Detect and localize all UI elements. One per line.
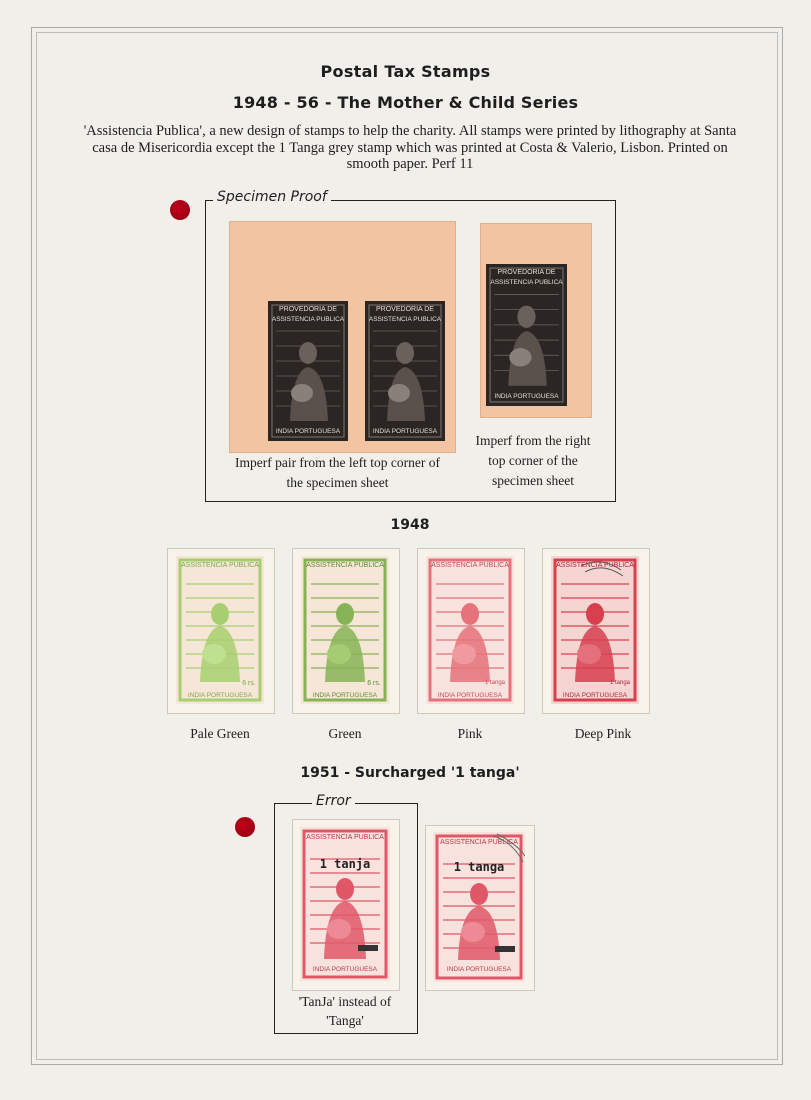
stamp-1951-error[interactable] — [300, 827, 390, 981]
stamp-1948-pale-green-top: ASSISTENCIA PUBLICA — [181, 562, 259, 569]
stamp-1948-green-value: 6 rs. — [367, 680, 381, 687]
specimen-caption-right: Imperf from the right top corner of the specimen sheet — [475, 433, 591, 488]
stamp-1948-green-bottom: INDIA PORTUGUESA — [312, 692, 378, 699]
stamp-1948-deep-pink-top: ASSISTENCIA PUBLICA — [556, 562, 634, 569]
specimen-stamp-right-top: PROVEDORIA DE — [376, 306, 434, 313]
caption-green: Green — [328, 726, 362, 741]
specimen-stamp-left-bottom: INDIA PORTUGUESA — [275, 428, 341, 435]
error-caption: 'TanJa' instead of 'Tanga' — [298, 994, 392, 1028]
specimen-stamp-left-top: PROVEDORIA DE — [279, 306, 337, 313]
stamp-1951-error-overprint: 1 tanja — [319, 857, 371, 871]
specimen-stamp-single-bottom: INDIA PORTUGUESA — [494, 393, 559, 400]
stamp-1951-error-bottom: INDIA PORTUGUESA — [312, 966, 378, 973]
stamp-1948-deep-pink-bottom: INDIA PORTUGUESA — [562, 692, 628, 699]
heading-1948: 1948 — [390, 517, 430, 533]
stamp-1948-green-top: ASSISTENCIA PUBLICA — [306, 562, 384, 569]
error-legend: Error — [312, 793, 355, 809]
stamp-1951-normal-bottom: INDIA PORTUGUESA — [446, 966, 512, 973]
stamp-1948-pale-green-bottom: INDIA PORTUGUESA — [187, 692, 253, 699]
caption-deep-pink: Deep Pink — [574, 726, 632, 741]
specimen-stamp-left-mid: ASSISTENCIA PUBLICA — [271, 316, 345, 323]
specimen-legend: Specimen Proof — [213, 189, 331, 205]
page-title: Postal Tax Stamps — [320, 62, 491, 81]
heading-1951-surcharged: 1951 - Surcharged '1 tanga' — [300, 765, 520, 781]
stamp-1948-pale-green-value: 6 rs. — [242, 680, 256, 687]
specimen-stamp-single-mid: ASSISTENCIA PUBLICA — [490, 279, 563, 286]
stamp-1948-pink-value: 1 tanga — [484, 680, 506, 686]
caption-pink: Pink — [457, 726, 483, 741]
red-dot-marker-error — [235, 817, 255, 837]
stamp-1951-normal-overprint: 1 tanga — [453, 860, 505, 874]
stamp-1948-deep-pink-value: 1 tanga — [609, 680, 631, 686]
page-subtitle: 1948 - 56 - The Mother & Child Series — [232, 93, 579, 112]
page-intro: 'Assistencia Publica', a new design of stamps to help the charity. All stamps were printed by lithography at Santa casa de Misericordia except the 1 Tanga grey stamp which was printed at Costa & Valerio, Lisbon. Printed on smooth paper. Perf 11 — [83, 123, 737, 172]
stamp-1951-normal[interactable] — [433, 832, 525, 982]
specimen-caption-left: Imperf pair from the left top corner of the specimen sheet — [234, 455, 441, 490]
caption-pale-green: Pale Green — [190, 726, 250, 741]
stamp-1951-error-top: ASSISTENCIA PUBLICA — [306, 834, 384, 841]
specimen-stamp-right-mid: ASSISTENCIA PUBLICA — [368, 316, 442, 323]
stamp-1948-pink-top: ASSISTENCIA PUBLICA — [431, 562, 509, 569]
stamp-1951-normal-top: ASSISTENCIA PUBLICA — [440, 839, 518, 846]
specimen-stamp-single-top: PROVEDORIA DE — [497, 269, 556, 276]
specimen-stamp-right-bottom: INDIA PORTUGUESA — [372, 428, 438, 435]
stamp-1948-pink-bottom: INDIA PORTUGUESA — [437, 692, 503, 699]
red-dot-marker — [170, 200, 190, 220]
